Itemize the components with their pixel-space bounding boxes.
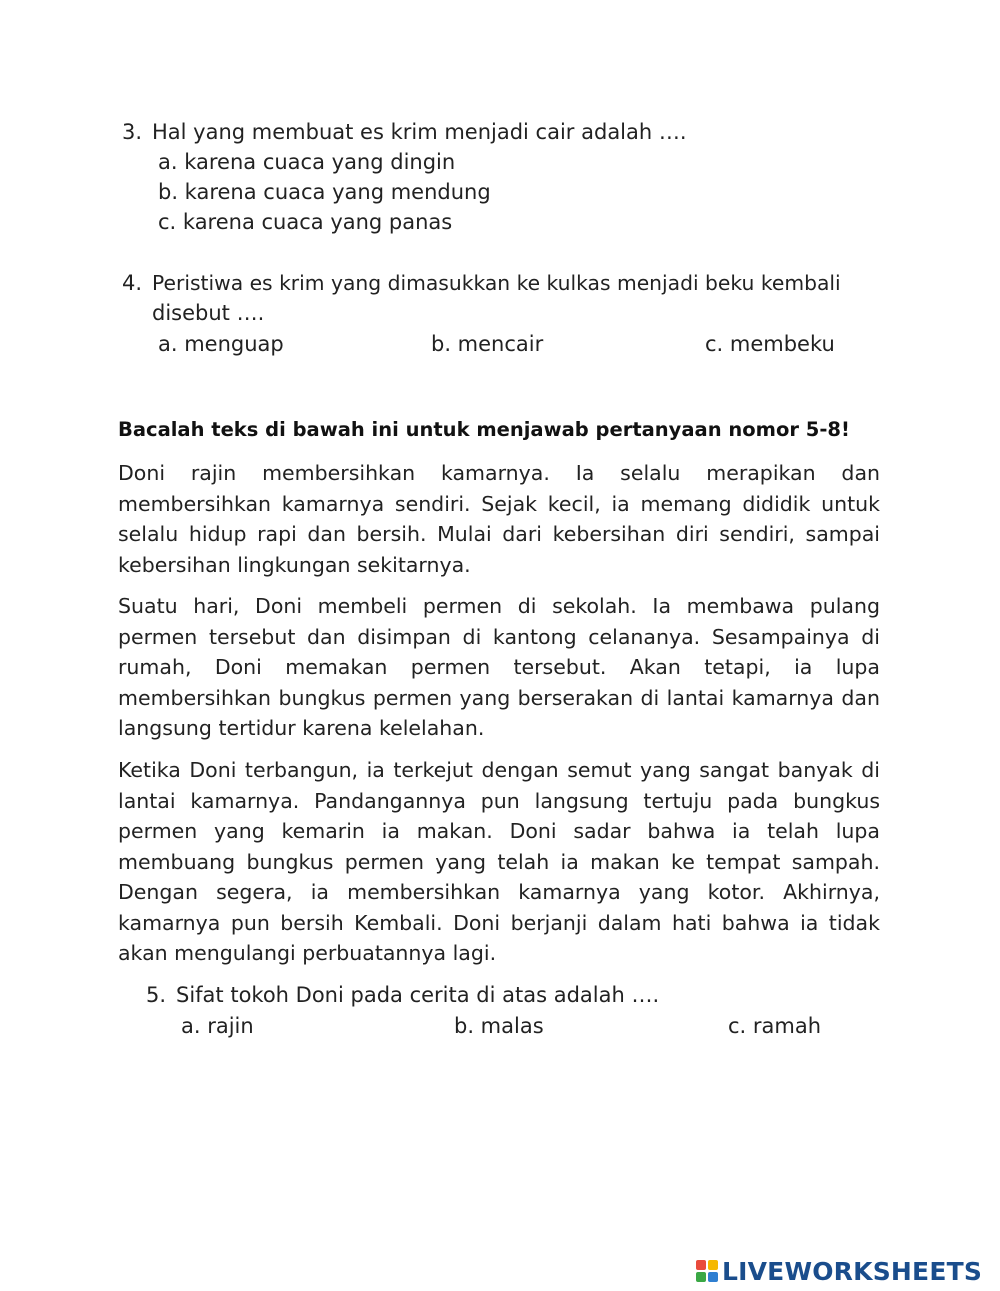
reading-paragraph-1: Doni rajin membersihkan kamarnya. Ia selalu merapikan dan membersihkan kamarnya sendiri. Sejak kecil, ia memang dididik untuk selalu hidup rapi dan bersih. Mulai dari kebersihan diri sendiri, sampai kebersihan lingkungan sekitarnya. — [118, 461, 880, 577]
q3-number: 3. — [122, 120, 143, 144]
q4-option-c[interactable]: c. membeku — [705, 332, 835, 356]
q5-number: 5. — [146, 983, 167, 1007]
q4-option-b[interactable]: b. mencair — [431, 332, 544, 356]
q5-option-c[interactable]: c. ramah — [728, 1014, 822, 1038]
q4-question-line2: disebut …. — [152, 301, 265, 325]
q4-number: 4. — [122, 271, 143, 295]
q3-option-b[interactable]: b. karena cuaca yang mendung — [158, 180, 491, 204]
q4-option-a[interactable]: a. menguap — [158, 332, 284, 356]
reading-heading: Bacalah teks di bawah ini untuk menjawab pertanyaan nomor 5-8! — [118, 418, 850, 441]
q5-option-b[interactable]: b. malas — [454, 1014, 544, 1038]
q5-question: Sifat tokoh Doni pada cerita di atas adalah …. — [176, 983, 660, 1007]
q3-question: Hal yang membuat es krim menjadi cair adalah …. — [152, 120, 687, 144]
reading-paragraph-3: Ketika Doni terbangun, ia terkejut dengan semut yang sangat banyak di lantai kamarnya. Pandangannya pun langsung tertuju pada bungkus permen yang kemarin ia makan. Doni sadar bahwa ia telah lupa membuang bungkus permen yang telah ia makan ke tempat sampah. Dengan segera, ia membersihkan kamarnya yang kotor. Akhirnya, kamarnya pun bersih Kembali. Doni berjanji dalam hati bahwa ia tidak akan mengulangi perbuatannya lagi. — [118, 758, 880, 965]
q3-option-a[interactable]: a. karena cuaca yang dingin — [158, 150, 456, 174]
q4-question-line1: Peristiwa es krim yang dimasukkan ke kulkas menjadi beku kembali — [152, 271, 841, 295]
liveworksheets-logo[interactable] — [696, 1255, 982, 1287]
reading-paragraph-2: Suatu hari, Doni membeli permen di sekolah. Ia membawa pulang permen tersebut dan disimpan di kantong celananya. Sesampainya di rumah, Doni memakan permen tersebut. Akan tetapi, ia lupa membersihkan bungkus permen yang berserakan di lantai kamarnya dan langsung tertidur karena kelelahan. — [118, 594, 880, 740]
q3-option-c[interactable]: c. karena cuaca yang panas — [158, 210, 453, 234]
logo-squares-icon — [696, 1260, 718, 1282]
q5-option-a[interactable]: a. rajin — [181, 1014, 254, 1038]
logo-text: LIVEWORKSHEETS — [722, 1256, 983, 1286]
